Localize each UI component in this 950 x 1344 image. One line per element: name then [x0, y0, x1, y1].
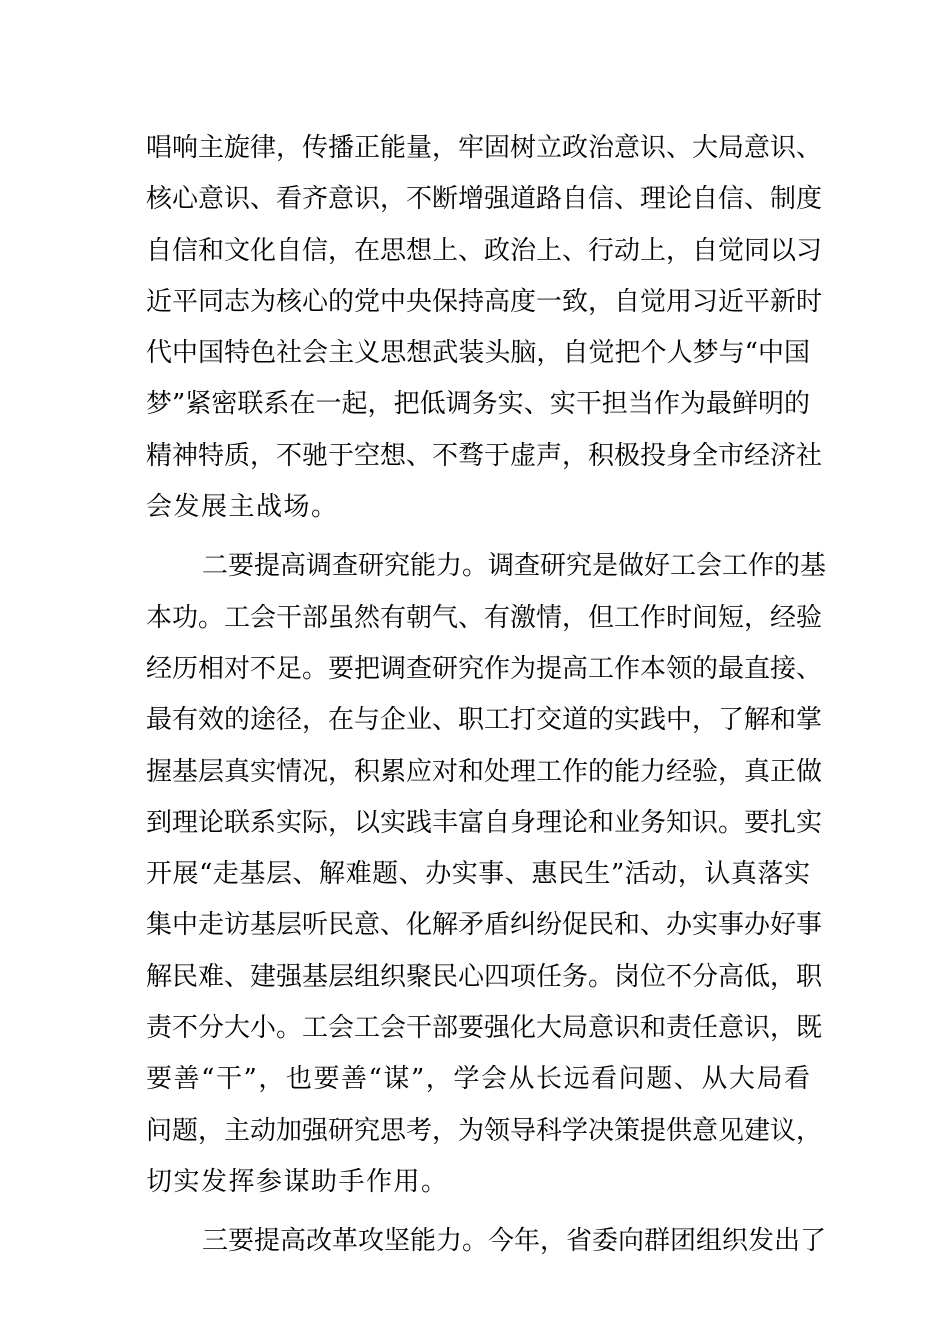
text-line: 开展“走基层、解难题、办实事、惠民生”活动，认真落实 — [146, 859, 810, 890]
text-line: 切实发挥参谋助手作用。 — [146, 1166, 449, 1197]
text-line: 精神特质，不驰于空想、不骛于虚声，积极投身全市经济社 — [146, 440, 823, 471]
text-line: 自信和文化自信，在思想上、政治上、行动上，自觉同以习 — [146, 235, 823, 266]
text-line: 代中国特色社会主义思想武装头脑，自觉把个人梦与“中国 — [146, 338, 810, 369]
paragraph-first-line: 三要提高改革攻坚能力。今年，省委向群团组织发出了 — [202, 1226, 827, 1257]
text-line: 集中走访基层听民意、化解矛盾纠纷促民和、办实事办好事 — [146, 910, 823, 941]
text-line: 解民难、建强基层组织聚民心四项任务。岗位不分高低，职 — [146, 961, 823, 992]
text-line: 近平同志为核心的党中央保持高度一致，自觉用习近平新时 — [146, 286, 823, 317]
text-line: 本功。工会干部虽然有朝气、有激情，但工作时间短，经验 — [146, 602, 823, 633]
body-text — [146, 128, 827, 1273]
text-line: 最有效的途径，在与企业、职工打交道的实践中，了解和掌 — [146, 705, 823, 736]
text-line: 会发展主战场。 — [146, 492, 339, 523]
text-line: 要善“干”，也要善“谋”，学会从长远看问题、从大局看 — [146, 1064, 810, 1095]
paragraph-first-line: 二要提高调查研究能力。调查研究是做好工会工作的基 — [202, 551, 827, 582]
text-line: 唱响主旋律，传播正能量，牢固树立政治意识、大局意识、 — [146, 133, 823, 163]
text-line: 责不分大小。工会工会干部要强化大局意识和责任意识，既 — [146, 1013, 823, 1044]
text-line: 核心意识、看齐意识，不断增强道路自信、理论自信、制度 — [146, 184, 823, 215]
text-line: 到理论联系实际，以实践丰富自身理论和业务知识。要扎实 — [146, 807, 823, 838]
text-line: 经历相对不足。要把调查研究作为提高工作本领的最直接、 — [146, 653, 823, 684]
text-line: 握基层真实情况，积累应对和处理工作的能力经验，真正做 — [146, 756, 823, 787]
text-line: 问题，主动加强研究思考，为领导科学决策提供意见建议， — [146, 1115, 823, 1146]
text-line: 梦”紧密联系在一起，把低调务实、实干担当作为最鲜明的 — [146, 389, 810, 420]
